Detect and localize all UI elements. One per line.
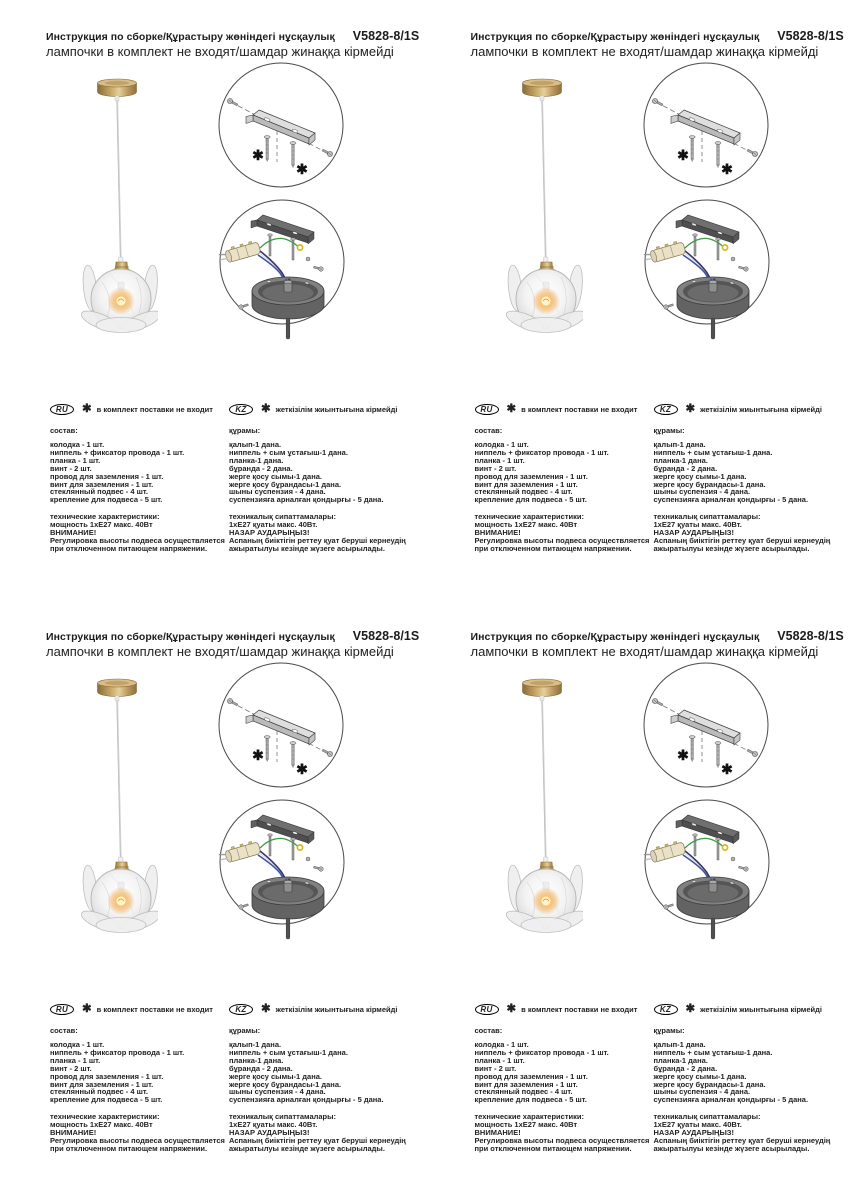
part-item: жерге қосу бұрандасы-1 дана. xyxy=(653,1079,766,1089)
ground-nut-icon xyxy=(306,857,310,861)
part-item: жерге қосу сымы-1 дана. xyxy=(229,471,323,481)
ru-language-badge: RU xyxy=(475,404,499,415)
kz-language-row xyxy=(654,403,849,416)
ceiling-canopy xyxy=(522,79,561,97)
part-item: планка - 1 шт. xyxy=(50,1055,101,1065)
asterisk-marker: ✱ xyxy=(506,402,517,415)
part-item: жерге қосу сымы-1 дана. xyxy=(653,471,747,481)
model-number: V5828-8/1S xyxy=(777,629,844,643)
part-item: бұранда - 2 дана. xyxy=(229,463,293,473)
part-item: стеклянный подвес - 4 шт. xyxy=(474,487,573,497)
part-item: провод для заземления - 1 шт. xyxy=(474,1071,588,1081)
not-included-asterisk: ✱ xyxy=(676,147,689,163)
suspension-cord xyxy=(541,701,545,860)
part-item: ниппель + сым ұстағыш-1 дана. xyxy=(653,1047,773,1057)
part-item: қалып-1 дана. xyxy=(653,440,706,449)
part-item: шыны суспензия - 4 дана. xyxy=(229,487,326,497)
part-item: ниппель + фиксатор провода - 1 шт. xyxy=(474,447,609,457)
pendant-lamp-illustration xyxy=(499,674,583,966)
part-item: жерге қосу бұрандасы-1 дана. xyxy=(229,479,342,489)
specs-title: технические характеристики: xyxy=(50,512,160,522)
not-included-note: в комплект поставки не входит xyxy=(521,1004,638,1014)
part-item: ниппель + фиксатор провода - 1 шт. xyxy=(474,1047,609,1057)
assembly-title: Инструкция по сборке/Құрастыру жөніндегі нұсқаулық xyxy=(46,631,335,643)
part-item: ниппель + сым ұстағыш-1 дана. xyxy=(653,447,773,457)
ru-language-row xyxy=(50,1003,235,1016)
not-included-asterisk: ✱ xyxy=(676,747,689,763)
warning-title: ВНИМАНИЕ! xyxy=(474,1128,521,1138)
warning-title: НАЗАР АУДАРЫҢЫЗ! xyxy=(229,1128,310,1138)
kz-language-badge: KZ xyxy=(654,404,678,415)
ru-section xyxy=(50,403,235,553)
ceiling-canopy xyxy=(98,79,137,97)
canopy-cup xyxy=(252,277,324,339)
part-item: планка-1 дана. xyxy=(653,1055,708,1065)
suspension-cord xyxy=(117,101,121,260)
ground-nut-icon xyxy=(306,257,310,261)
part-item: крепление для подвеса - 5 шт. xyxy=(474,1095,587,1105)
parts-list xyxy=(654,1041,849,1104)
specs-title: техникалық сипаттамалары: xyxy=(229,1112,337,1122)
specs-value: 1хЕ27 қуаты макс. 40Вт. xyxy=(653,1120,742,1130)
part-item: ниппель + сым ұстағыш-1 дана. xyxy=(229,1047,348,1057)
part-item: суспензияға арналған қондырғы - 5 дана. xyxy=(229,495,384,505)
canopy-cup xyxy=(252,877,324,939)
parts-list xyxy=(475,1041,660,1104)
warning-text: Регулировка высоты подвеса осуществляется при отключенном питающем напряжении. xyxy=(474,536,650,554)
assembly-title: Инструкция по сборке/Құрастыру жөніндегі нұсқаулық xyxy=(46,31,335,43)
cord-nipple xyxy=(540,696,544,702)
part-item: крепление для подвеса - 5 шт. xyxy=(50,1095,163,1105)
specs-title: техникалық сипаттамалары: xyxy=(653,512,761,522)
suspension-cord xyxy=(541,101,545,260)
bulbs-not-included-note: лампочки в комплект не входят/шамдар жинаққа кірмейді xyxy=(470,44,819,59)
part-item: крепление для подвеса - 5 шт. xyxy=(50,495,163,505)
parts-list-title: состав: xyxy=(474,1026,503,1035)
part-item: ниппель + сым ұстағыш-1 дана. xyxy=(229,447,348,457)
wiring-canopy-diagram xyxy=(642,199,772,347)
pendant-lamp-illustration xyxy=(499,74,583,366)
warning-text: Регулировка высоты подвеса осуществляется при отключенном питающем напряжении. xyxy=(474,1136,650,1154)
canopy-cup xyxy=(677,877,749,939)
bulbs-not-included-note: лампочки в комплект не входят/шамдар жинаққа кірмейді xyxy=(470,644,819,659)
ceiling-canopy xyxy=(98,679,137,697)
bulbs-not-included-note: лампочки в комплект не входят/шамдар жинаққа кірмейді xyxy=(46,44,394,59)
part-item: планка - 1 шт. xyxy=(474,455,525,465)
part-item: ниппель + фиксатор провода - 1 шт. xyxy=(50,1047,185,1057)
warning-title: ВНИМАНИЕ! xyxy=(50,528,97,538)
specs-title: технические характеристики: xyxy=(50,1112,160,1122)
assembly-title: Инструкция по сборке/Құрастыру жөніндегі нұсқаулық xyxy=(470,631,760,643)
part-item: жерге қосу бұрандасы-1 дана. xyxy=(229,1079,342,1089)
parts-list-title: состав: xyxy=(50,1026,78,1035)
part-item: шыны суспензия - 4 дана. xyxy=(229,1087,326,1097)
not-included-note: в комплект поставки не входит xyxy=(96,404,213,414)
pendant-lamp-illustration xyxy=(74,74,158,366)
ru-language-row xyxy=(50,403,235,416)
model-number: V5828-8/1S xyxy=(777,29,844,43)
parts-list xyxy=(475,441,660,504)
warning-text: Регулировка высоты подвеса осуществляется при отключенном питающем напряжении. xyxy=(50,536,225,554)
ru-section xyxy=(475,1003,660,1153)
header-line1 xyxy=(470,629,844,643)
part-item: стеклянный подвес - 4 шт. xyxy=(50,487,148,497)
specs-value: 1хЕ27 қуаты макс. 40Вт. xyxy=(229,1120,318,1130)
not-included-asterisk: ✱ xyxy=(720,761,733,777)
part-item: винт - 2 шт. xyxy=(474,463,517,473)
header-line1 xyxy=(46,629,420,643)
part-item: планка-1 дана. xyxy=(229,1055,284,1065)
model-number: V5828-8/1S xyxy=(352,629,420,643)
not-included-note: жеткізілім жиынтығына кірмейді xyxy=(700,1004,822,1014)
parts-list xyxy=(229,1041,425,1104)
ground-nut-icon xyxy=(731,257,735,261)
ru-language-badge: RU xyxy=(50,404,74,415)
part-item: провод для заземления - 1 шт. xyxy=(50,1071,164,1081)
bulbs-not-included-note: лампочки в комплект не входят/шамдар жинаққа кірмейді xyxy=(46,644,394,659)
specs-value: 1хЕ27 қуаты макс. 40Вт. xyxy=(653,520,742,530)
not-included-note: жеткізілім жиынтығына кірмейді xyxy=(700,404,822,414)
header xyxy=(470,29,844,59)
specs-title: технические характеристики: xyxy=(474,512,584,522)
asterisk-marker: ✱ xyxy=(685,402,696,415)
part-item: колодка - 1 шт. xyxy=(50,1040,105,1049)
part-item: стеклянный подвес - 4 шт. xyxy=(474,1087,573,1097)
warning-text: Аспаның биіктігін реттеу қуат беруші кернеудің ажыратылуы кезінде жүзеге асырылады. xyxy=(229,536,406,554)
specs-value: мощность 1хЕ27 макс. 40Вт xyxy=(474,520,578,530)
specs-value: мощность 1хЕ27 макс. 40Вт xyxy=(50,1120,153,1130)
kz-language-row xyxy=(229,403,425,416)
warning-title: НАЗАР АУДАРЫҢЫЗ! xyxy=(653,528,735,538)
not-included-asterisk: ✱ xyxy=(296,161,308,177)
parts-list-title: құрамы: xyxy=(653,426,685,435)
mounting-bracket-diagram xyxy=(218,662,344,788)
header xyxy=(46,629,420,659)
not-included-note: жеткізілім жиынтығына кірмейді xyxy=(275,1004,398,1014)
asterisk-marker: ✱ xyxy=(82,1002,92,1015)
parts-list-title: құрамы: xyxy=(653,1026,685,1035)
instruction-quadrant xyxy=(0,600,425,1200)
ru-language-badge: RU xyxy=(50,1004,74,1015)
not-included-note: жеткізілім жиынтығына кірмейді xyxy=(275,404,398,414)
asterisk-marker: ✱ xyxy=(506,1002,517,1015)
part-item: жерге қосу бұрандасы-1 дана. xyxy=(653,479,766,489)
part-item: бұранда - 2 дана. xyxy=(653,463,718,473)
part-item: қалып-1 дана. xyxy=(653,1040,706,1049)
part-item: қалып-1 дана. xyxy=(229,440,282,449)
kz-language-row xyxy=(229,1003,425,1016)
kz-section xyxy=(229,403,425,553)
kz-section xyxy=(229,1003,425,1153)
part-item: қалып-1 дана. xyxy=(229,1040,282,1049)
instruction-quadrant xyxy=(0,0,425,600)
part-item: колодка - 1 шт. xyxy=(474,440,529,449)
cord-nipple xyxy=(115,96,119,102)
part-item: винт для заземления - 1 шт. xyxy=(474,1079,578,1089)
header-line1 xyxy=(470,29,844,43)
asterisk-marker: ✱ xyxy=(261,1002,271,1015)
wiring-canopy-diagram xyxy=(217,199,347,347)
cord-stem xyxy=(286,918,290,939)
part-item: шыны суспензия - 4 дана. xyxy=(653,1087,751,1097)
instruction-quadrant xyxy=(425,600,849,1200)
part-item: бұранда - 2 дана. xyxy=(653,1063,718,1073)
instruction-quadrant xyxy=(425,0,849,600)
part-item: стеклянный подвес - 4 шт. xyxy=(50,1087,148,1097)
parts-list xyxy=(229,441,425,504)
part-item: винт - 2 шт. xyxy=(50,1063,92,1073)
suspension-cord xyxy=(117,701,121,860)
not-included-asterisk: ✱ xyxy=(252,747,264,763)
not-included-note: в комплект поставки не входит xyxy=(521,404,638,414)
parts-list-title: құрамы: xyxy=(229,426,261,435)
part-item: суспензияға арналған қондырғы - 5 дана. xyxy=(653,495,809,505)
kz-section xyxy=(654,1003,849,1153)
warning-text: Аспаның биіктігін реттеу қуат беруші кернеудің ажыратылуы кезінде жүзеге асырылады. xyxy=(653,536,831,554)
part-item: жерге қосу сымы-1 дана. xyxy=(653,1071,747,1081)
parts-list-title: состав: xyxy=(474,426,503,435)
not-included-asterisk: ✱ xyxy=(720,161,733,177)
parts-list xyxy=(50,441,235,504)
part-item: планка - 1 шт. xyxy=(474,1055,525,1065)
part-item: винт - 2 шт. xyxy=(50,463,92,473)
part-item: винт для заземления - 1 шт. xyxy=(474,479,578,489)
cord-stem xyxy=(286,318,290,339)
ru-language-badge: RU xyxy=(475,1004,499,1015)
ru-language-row xyxy=(475,403,660,416)
kz-section xyxy=(654,403,849,553)
part-item: шыны суспензия - 4 дана. xyxy=(653,487,751,497)
part-item: крепление для подвеса - 5 шт. xyxy=(474,495,587,505)
model-number: V5828-8/1S xyxy=(352,29,420,43)
part-item: колодка - 1 шт. xyxy=(50,440,105,449)
specs-title: техникалық сипаттамалары: xyxy=(653,1112,761,1122)
asterisk-marker: ✱ xyxy=(82,402,92,415)
part-item: ниппель + фиксатор провода - 1 шт. xyxy=(50,447,185,457)
warning-text: Аспаның биіктігін реттеу қуат беруші кернеудің ажыратылуы кезінде жүзеге асырылады. xyxy=(229,1136,406,1154)
part-item: жерге қосу сымы-1 дана. xyxy=(229,1071,323,1081)
not-included-asterisk: ✱ xyxy=(296,761,308,777)
kz-language-badge: KZ xyxy=(654,1004,678,1015)
ru-language-row xyxy=(475,1003,660,1016)
not-included-note: в комплект поставки не входит xyxy=(96,1004,213,1014)
mounting-bracket-diagram xyxy=(643,662,769,788)
cord-stem xyxy=(711,318,715,339)
ceiling-canopy xyxy=(522,679,561,697)
specs-value: мощность 1хЕ27 макс. 40Вт xyxy=(50,520,153,530)
kz-language-row xyxy=(654,1003,849,1016)
specs-value: мощность 1хЕ27 макс. 40Вт xyxy=(474,1120,578,1130)
parts-list-title: құрамы: xyxy=(229,1026,261,1035)
wiring-canopy-diagram xyxy=(642,799,772,947)
pendant-lamp-illustration xyxy=(74,674,158,966)
wiring-canopy-diagram xyxy=(217,799,347,947)
part-item: винт для заземления - 1 шт. xyxy=(50,1079,154,1089)
part-item: колодка - 1 шт. xyxy=(474,1040,529,1049)
mounting-bracket-diagram xyxy=(218,62,344,188)
warning-title: НАЗАР АУДАРЫҢЫЗ! xyxy=(229,528,310,538)
specs-title: техникалық сипаттамалары: xyxy=(229,512,337,522)
warning-title: ВНИМАНИЕ! xyxy=(474,528,521,538)
warning-text: Регулировка высоты подвеса осуществляется при отключенном питающем напряжении. xyxy=(50,1136,225,1154)
part-item: суспензияға арналған қондырғы - 5 дана. xyxy=(229,1095,384,1105)
specs-title: технические характеристики: xyxy=(474,1112,584,1122)
warning-title: НАЗАР АУДАРЫҢЫЗ! xyxy=(653,1128,735,1138)
part-item: планка-1 дана. xyxy=(229,455,284,465)
part-item: провод для заземления - 1 шт. xyxy=(474,471,588,481)
assembly-title: Инструкция по сборке/Құрастыру жөніндегі нұсқаулық xyxy=(470,31,760,43)
part-item: планка-1 дана. xyxy=(653,455,708,465)
warning-title: ВНИМАНИЕ! xyxy=(50,1128,97,1138)
part-item: планка - 1 шт. xyxy=(50,455,101,465)
part-item: суспензияға арналған қондырғы - 5 дана. xyxy=(653,1095,809,1105)
part-item: винт - 2 шт. xyxy=(474,1063,517,1073)
ru-section xyxy=(475,403,660,553)
parts-list xyxy=(654,441,849,504)
cord-stem xyxy=(711,918,715,939)
header xyxy=(46,29,420,59)
specs-value: 1хЕ27 қуаты макс. 40Вт. xyxy=(229,520,318,530)
part-item: винт для заземления - 1 шт. xyxy=(50,479,154,489)
not-included-asterisk: ✱ xyxy=(252,147,264,163)
parts-list xyxy=(50,1041,235,1104)
kz-language-badge: KZ xyxy=(229,404,253,415)
parts-list-title: состав: xyxy=(50,426,78,435)
header-line1 xyxy=(46,29,420,43)
cord-nipple xyxy=(115,696,119,702)
asterisk-marker: ✱ xyxy=(685,1002,696,1015)
header xyxy=(470,629,844,659)
part-item: провод для заземления - 1 шт. xyxy=(50,471,164,481)
part-item: бұранда - 2 дана. xyxy=(229,1063,293,1073)
ru-section xyxy=(50,1003,235,1153)
kz-language-badge: KZ xyxy=(229,1004,253,1015)
mounting-bracket-diagram xyxy=(643,62,769,188)
asterisk-marker: ✱ xyxy=(261,402,271,415)
canopy-cup xyxy=(677,277,749,339)
ground-nut-icon xyxy=(731,857,735,861)
cord-nipple xyxy=(540,96,544,102)
warning-text: Аспаның биіктігін реттеу қуат беруші кернеудің ажыратылуы кезінде жүзеге асырылады. xyxy=(653,1136,831,1154)
